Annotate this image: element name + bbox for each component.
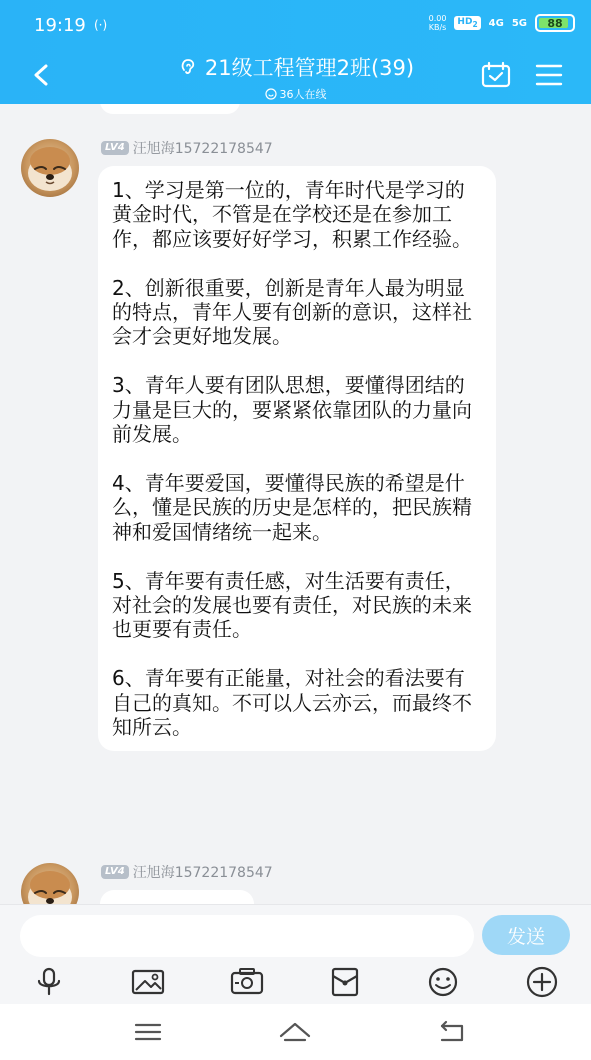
group-title — [177, 52, 414, 82]
red-packet-button[interactable] — [327, 965, 363, 999]
level-badge: LV4 — [101, 141, 129, 155]
status-indicators — [429, 14, 575, 32]
message-list[interactable] — [0, 104, 591, 904]
sender-name[interactable]: 汪旭海15722178547 — [132, 865, 273, 881]
more-button[interactable] — [524, 965, 560, 999]
level-badge: LV4 — [101, 865, 129, 879]
previous-message-bubble[interactable] — [100, 104, 240, 114]
online-icon — [265, 88, 277, 100]
avatar[interactable] — [21, 863, 79, 904]
menu-button[interactable] — [534, 62, 564, 88]
hamburger-menu-icon — [534, 62, 564, 88]
online-count-text: 36人在线 — [279, 88, 327, 101]
battery-icon — [535, 14, 575, 32]
input-bar — [0, 904, 591, 1004]
sender-name[interactable]: 汪旭海15722178547 — [132, 141, 273, 157]
ear-icon — [177, 56, 199, 78]
red-packet-icon — [328, 966, 362, 998]
hd-badge — [454, 16, 480, 30]
system-navigation-bar — [0, 1004, 591, 1060]
home-button[interactable] — [277, 1018, 313, 1046]
menu-lines-icon — [130, 1018, 166, 1046]
hd-badge-sub: 2 — [472, 19, 478, 29]
sender-info — [101, 862, 273, 882]
status-time: 19:19 — [34, 15, 86, 36]
status-bar — [0, 0, 591, 52]
hotspot-icon: (·) — [94, 18, 108, 32]
recent-apps-button[interactable] — [130, 1018, 166, 1046]
message-bubble[interactable]: 1、学习是第一位的，青年时代是学习的黄金时代，不管是在学校还是在参加工作，都应该要好好学习，积累工作经验。 2、创新很重要，创新是青年人最为明显的特点，青年人要有创新的意识，这样社会才会更好地发展。 3、青年人要有团队思想，要懂得团结的力量是巨大的，要紧紧依靠团队的力量向前发展。 4、青年要爱国，要懂得民族的希望是什么，懂是民族的历史是怎样的，把民族精神和爱国情绪统一起来。 5、青年要有责任感，对生活要有责任，对社会的发展也要有责任，对民族的未来也更要有责任。 6、青年要有正能量，对社会的看法要有自己的真知。不可以人云亦云，而最终不知所云。 — [98, 166, 496, 751]
dog-avatar-icon — [21, 139, 79, 197]
dog-avatar-icon — [21, 863, 79, 904]
voice-button[interactable] — [31, 965, 67, 999]
chat-header — [0, 0, 591, 104]
net-speed-unit: KB/s — [428, 23, 447, 32]
emoji-button[interactable] — [425, 965, 461, 999]
group-title-text: 21级工程管理2班(39) — [204, 56, 415, 80]
video-button[interactable] — [229, 965, 265, 999]
video-icon — [230, 966, 264, 998]
send-button[interactable]: 发送 — [482, 915, 570, 955]
signal-5g-icon: 5G — [511, 17, 527, 29]
net-speed-value: 0.00 — [428, 14, 447, 23]
image-icon — [131, 966, 165, 998]
sender-info — [101, 138, 273, 158]
plus-icon — [525, 966, 559, 998]
image-button[interactable] — [130, 965, 166, 999]
message-bubble[interactable] — [100, 890, 254, 904]
emoji-icon — [426, 966, 460, 998]
hd-badge-label: HD — [457, 17, 473, 28]
back-nav-button[interactable] — [434, 1018, 470, 1046]
avatar[interactable] — [21, 139, 79, 197]
net-speed — [429, 14, 447, 32]
microphone-icon — [32, 966, 66, 998]
calendar-check-icon — [480, 60, 512, 90]
home-icon — [277, 1018, 313, 1046]
back-arrow-icon — [434, 1018, 470, 1046]
signal-4g-icon: 4G — [488, 17, 504, 29]
checkin-button[interactable] — [480, 60, 512, 90]
battery-level: 88 — [547, 16, 563, 30]
message-input[interactable] — [20, 915, 474, 957]
